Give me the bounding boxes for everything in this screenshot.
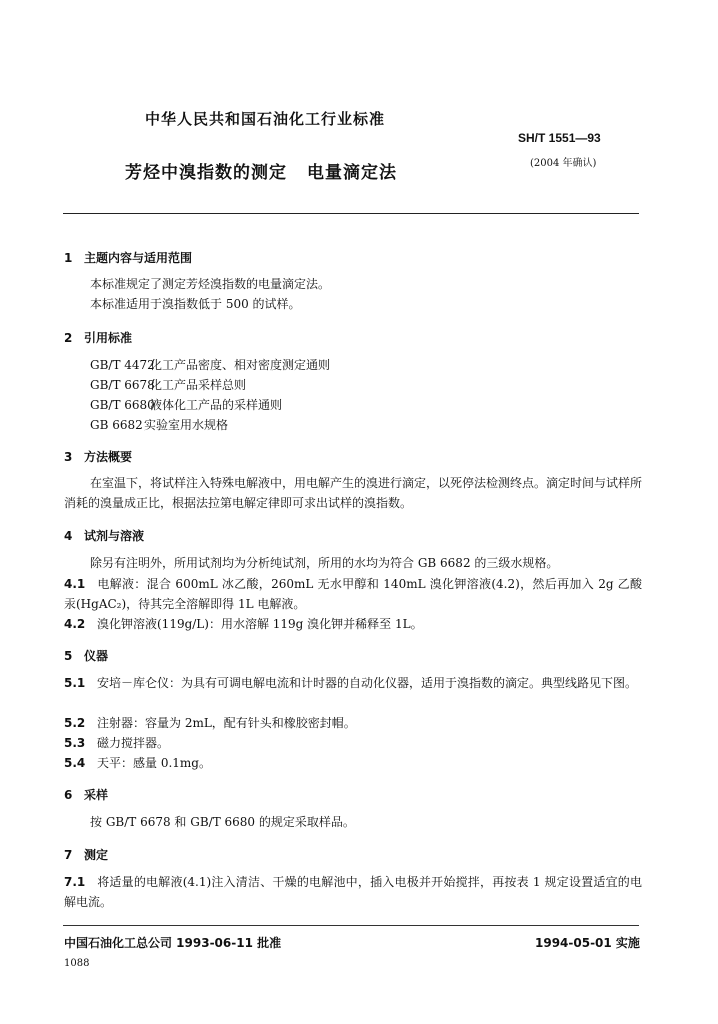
section-number: 3 bbox=[64, 450, 73, 464]
clause-4-1 bbox=[64, 574, 642, 614]
section-number: 7 bbox=[64, 848, 73, 862]
clause-number: 4.2 bbox=[64, 617, 86, 631]
paragraph: 除另有注明外，所用试剂均为分析纯试剂，所用的水均为符合 GB 6682 的三级水规格。 bbox=[90, 556, 559, 570]
clause-7-1 bbox=[64, 872, 642, 912]
paragraph: 本标准规定了测定芳烃溴指数的电量滴定法。 bbox=[90, 277, 331, 291]
page-number: 1088 bbox=[64, 958, 90, 969]
paragraph: 按 GB/T 6678 和 GB/T 6680 的规定采取样品。 bbox=[90, 815, 355, 829]
clause-text: 磁力搅拌器。 bbox=[97, 736, 170, 750]
title-method: 电量滴定法 bbox=[307, 163, 397, 183]
section-number: 6 bbox=[64, 788, 73, 802]
clause-5-1 bbox=[64, 673, 642, 693]
standard-code: SH/T 1551—93 bbox=[518, 131, 601, 145]
title-main: 芳烃中溴指数的测定 bbox=[125, 163, 287, 183]
reference-title: 化工产品采样总则 bbox=[150, 378, 247, 392]
section-title: 测定 bbox=[84, 848, 109, 862]
section-1-heading bbox=[64, 249, 192, 266]
section-title: 仪器 bbox=[84, 649, 109, 663]
reference-code: GB/T 6678 bbox=[90, 378, 155, 392]
clause-text: 注射器：容量为 2mL，配有针头和橡胶密封帽。 bbox=[97, 716, 356, 730]
clause-text: 将适量的电解液(4.1)注入清洁、干燥的电解池中，插入电极并开始搅拌，再按表 1 规定设置适宜的电解电流。 bbox=[64, 875, 642, 909]
section-title: 主题内容与适用范围 bbox=[84, 251, 193, 265]
clause-5-2 bbox=[64, 713, 356, 733]
section-title: 试剂与溶液 bbox=[84, 529, 145, 543]
clause-text: 电解液：混合 600mL 冰乙酸，260mL 无水甲醇和 140mL 溴化钾溶液(4.2)，然后再加入 2g 乙酸汞(HgAC₂)，待其完全溶解即得 1L 电解液。 bbox=[64, 577, 642, 611]
clause-text: 天平：感量 0.1mg。 bbox=[97, 756, 211, 770]
reference-item bbox=[90, 375, 246, 395]
implementation-date: 1994-05-01 实施 bbox=[535, 936, 640, 950]
clause-5-3 bbox=[64, 733, 169, 753]
section-2-heading bbox=[64, 329, 132, 346]
section-7-heading bbox=[64, 846, 108, 863]
header-divider bbox=[63, 213, 639, 214]
clause-number: 5.1 bbox=[64, 676, 86, 690]
document-title bbox=[125, 158, 397, 183]
section-title: 采样 bbox=[84, 788, 109, 802]
standard-org-heading: 中华人民共和国石油化工行业标准 bbox=[145, 110, 386, 128]
footer-divider bbox=[63, 925, 639, 926]
clause-number: 5.3 bbox=[64, 736, 86, 750]
reference-code: GB 6682 bbox=[90, 418, 143, 432]
approval-line: 中国石油化工总公司 1993-06-11 批准 bbox=[64, 936, 282, 950]
reference-title: 化工产品密度、相对密度测定通则 bbox=[150, 358, 331, 372]
section-title: 方法概要 bbox=[84, 450, 133, 464]
clause-number: 4.1 bbox=[64, 577, 86, 591]
reference-item bbox=[90, 395, 282, 415]
section-3-heading bbox=[64, 448, 132, 465]
clause-number: 5.4 bbox=[64, 756, 86, 770]
reference-title: 液体化工产品的采样通则 bbox=[150, 398, 283, 412]
section-number: 1 bbox=[64, 251, 73, 265]
section-4-heading bbox=[64, 527, 144, 544]
reference-title: 实验室用水规格 bbox=[144, 418, 229, 432]
clause-5-4 bbox=[64, 753, 211, 773]
reference-code: GB/T 4472 bbox=[90, 358, 155, 372]
clause-number: 5.2 bbox=[64, 716, 86, 730]
reference-code: GB/T 6680 bbox=[90, 398, 155, 412]
paragraph: 本标准适用于溴指数低于 500 的试样。 bbox=[90, 297, 301, 311]
section-title: 引用标准 bbox=[84, 331, 133, 345]
reference-item bbox=[90, 355, 330, 375]
section-number: 2 bbox=[64, 331, 73, 345]
clause-text: 安培－库仑仪：为具有可调电解电流和计时器的自动化仪器，适用于溴指数的滴定。典型线路见下图。 bbox=[97, 676, 638, 690]
section-number: 5 bbox=[64, 649, 73, 663]
confirm-note: (2004 年确认) bbox=[530, 158, 597, 169]
reference-item bbox=[90, 415, 228, 435]
section-5-heading bbox=[64, 647, 108, 664]
section-number: 4 bbox=[64, 529, 73, 543]
clause-text: 溴化钾溶液(119g/L)：用水溶解 119g 溴化钾并稀释至 1L。 bbox=[97, 617, 423, 631]
paragraph: 在室温下，将试样注入特殊电解液中，用电解产生的溴进行滴定，以死停法检测终点。滴定时间与试样所消耗的溴量成正比，根据法拉第电解定律即可求出试样的溴指数。 bbox=[64, 476, 643, 510]
clause-4-2 bbox=[64, 614, 423, 634]
clause-number: 7.1 bbox=[64, 875, 86, 889]
section-6-heading bbox=[64, 786, 108, 803]
